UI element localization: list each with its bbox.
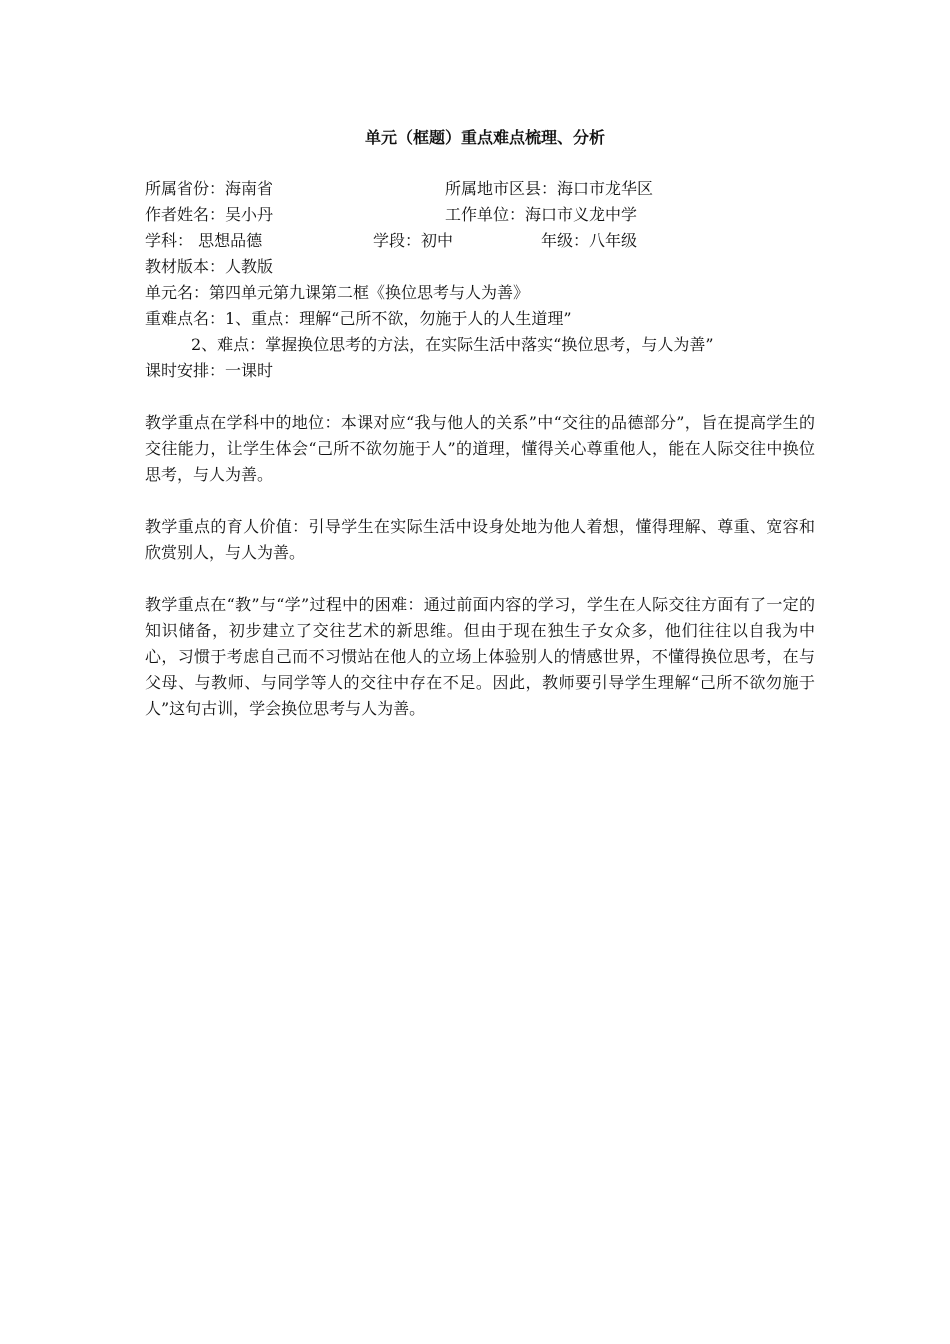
- stage-field: 学段：初中: [373, 231, 454, 250]
- paragraph-position: 教学重点在学科中的地位：本课对应“我与他人的关系”中“交往的品德部分”，旨在提高学生的交往能力，让学生体会“己所不欲勿施于人”的道理，懂得关心尊重他人，能在人际交往中换位思考，与人为善。: [145, 413, 815, 484]
- schedule-field: 课时安排：一课时: [145, 361, 274, 380]
- subject-field: 学科： 思想品德: [145, 231, 263, 250]
- difficulty-field: 2、难点：掌握换位思考的方法，在实际生活中落实“换位思考，与人为善”: [191, 335, 714, 354]
- grade-field: 年级：八年级: [541, 231, 638, 250]
- province-field: 所属省份：海南省: [145, 179, 274, 198]
- unit-field: 单元名：第四单元第九课第二框《换位思考与人为善》: [145, 283, 530, 302]
- paragraph-difficulty: 教学重点在“教”与“学”过程中的困难：通过前面内容的学习，学生在人际交往方面有了一定的知识储备，初步建立了交往艺术的新思维。但由于现在独生子女众多，他们往往以自我为中心，习惯于考虑自己而不习惯站在他人的立场上体验别人的情感世界，不懂得换位思考，在与父母、与教师、与同学等人的交往中存在不足。因此，教师要引导学生理解“己所不欲勿施于人”这句古训，学会换位思考与人为善。: [145, 595, 815, 718]
- author-field: 作者姓名：吴小丹: [145, 205, 274, 224]
- paragraph-value: 教学重点的育人价值：引导学生在实际生活中设身处地为他人着想，懂得理解、尊重、宽容和欣赏别人，与人为善。: [145, 517, 815, 562]
- edition-field: 教材版本：人教版: [145, 257, 274, 276]
- workplace-field: 工作单位：海口市义龙中学: [445, 205, 638, 224]
- info-row-subject: [145, 228, 815, 254]
- document-title: 单元（框题）重点难点梳理、分析: [364, 128, 605, 147]
- document-page: [145, 120, 815, 722]
- keypoint-field: 重难点名：1、重点：理解“己所不欲，勿施于人的人生道理”: [145, 309, 572, 328]
- info-row-author: [145, 202, 815, 228]
- city-field: 所属地市区县：海口市龙华区: [445, 179, 654, 198]
- info-block: [145, 176, 815, 384]
- info-row-location: [145, 176, 815, 202]
